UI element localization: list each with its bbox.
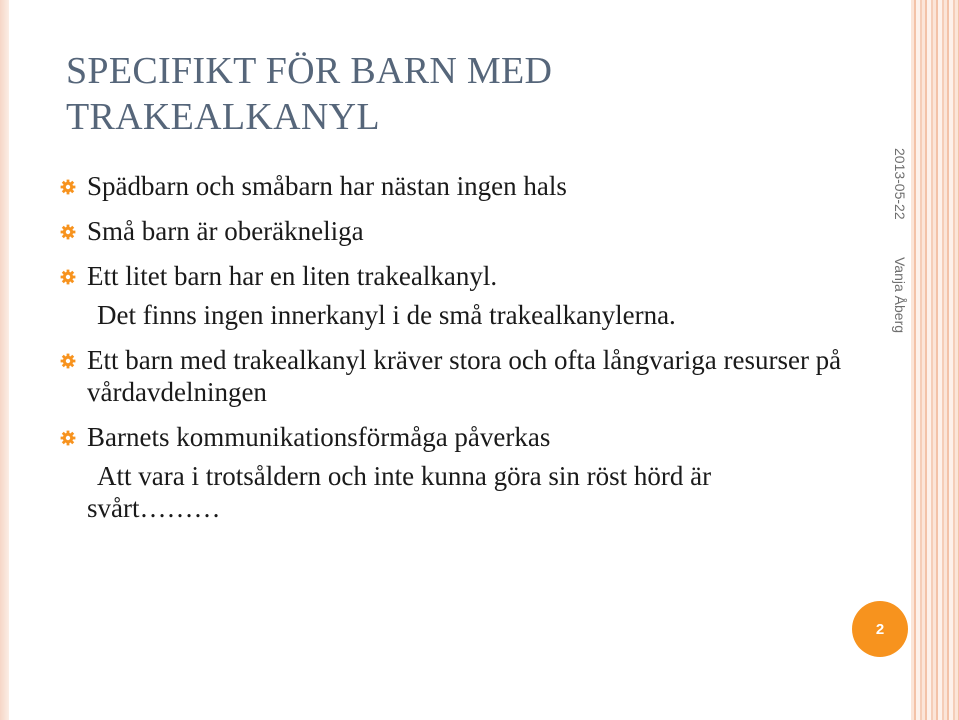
bullet-item	[60, 421, 850, 453]
slide-title: SPECIFIKT FÖR BARN MED TRAKEALKANYL	[66, 50, 553, 138]
footer-author: Vanja Åberg	[892, 257, 908, 334]
page-number: 2	[875, 620, 885, 638]
page-number-badge	[852, 601, 908, 657]
right-decorative-stripes	[911, 0, 959, 720]
footer-date: 2013-05-22	[892, 148, 908, 220]
bullet-item	[60, 170, 850, 202]
bullet-item	[60, 260, 850, 292]
bullet-text: Små barn är oberäkneliga	[87, 216, 364, 246]
gear-bullet-icon	[60, 353, 76, 369]
bullet-text: Barnets kommunikationsförmåga påverkas	[87, 422, 551, 452]
footer-date-author	[874, 148, 908, 348]
sub-paragraph: Att vara i trotsåldern och inte kunna göra sin röst hörd är svårt………	[87, 461, 712, 523]
slide-body	[60, 170, 850, 537]
sub-paragraph: Det finns ingen innerkanyl i de små trakealkanylerna.	[97, 300, 676, 330]
bullet-item	[60, 344, 850, 408]
bullet-text: Ett litet barn har en liten trakealkanyl.	[87, 261, 498, 291]
bullet-item	[60, 215, 850, 247]
gear-bullet-icon	[60, 224, 76, 240]
gear-bullet-icon	[60, 430, 76, 446]
bullet-text: Ett barn med trakealkanyl kräver stora och ofta långvariga resurser på vårdavdelningen	[87, 345, 842, 407]
gear-bullet-icon	[60, 179, 76, 195]
left-decorative-strip	[0, 0, 9, 720]
bullet-text: Spädbarn och småbarn har nästan ingen hals	[87, 171, 567, 201]
gear-bullet-icon	[60, 269, 76, 285]
